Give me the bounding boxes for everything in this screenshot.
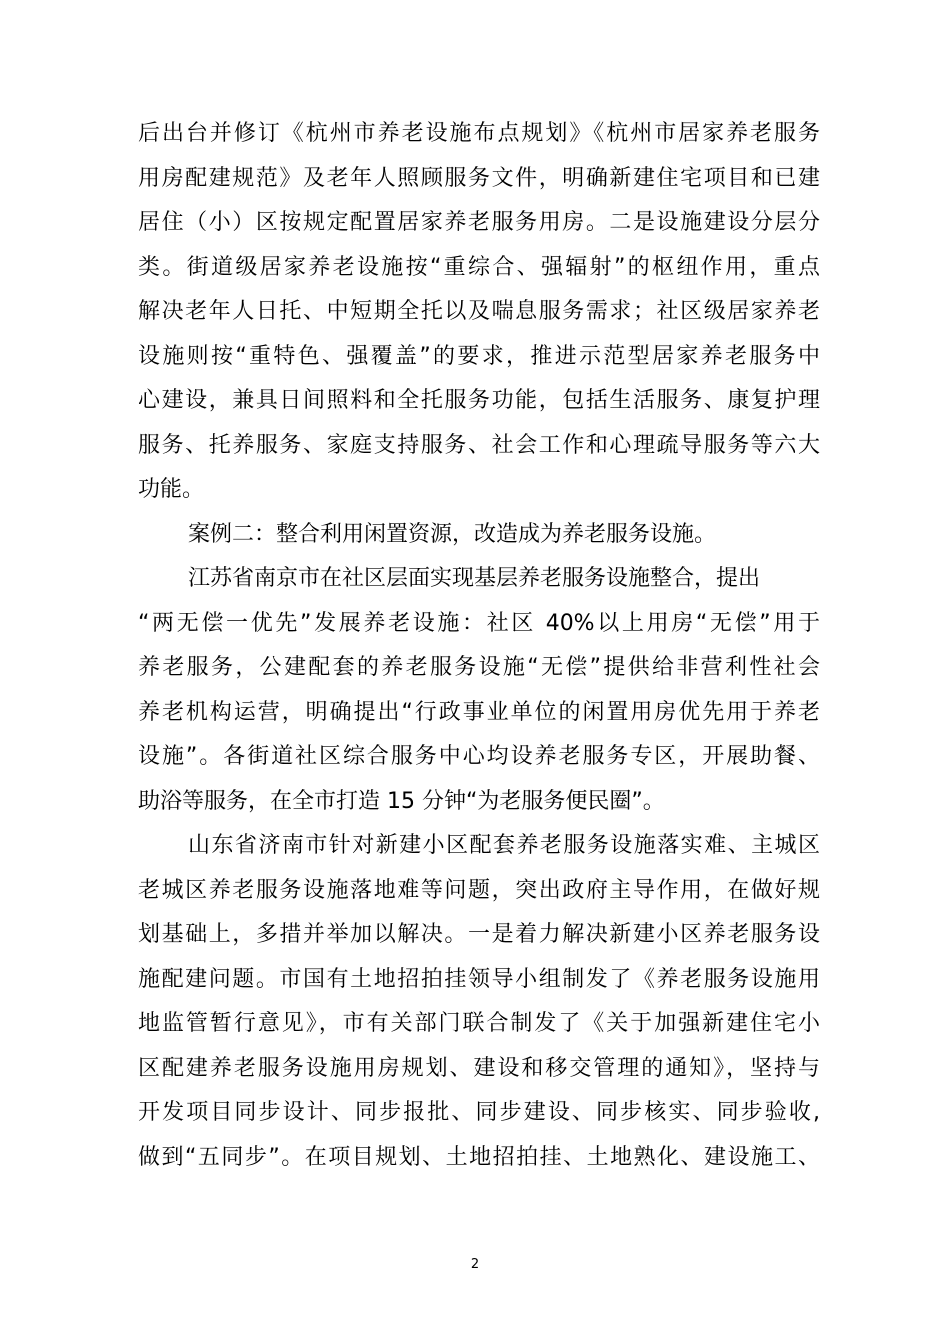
text-line: 开发项目同步设计、同步报批、同步建设、同步核实、同步验收, <box>138 1100 820 1125</box>
text-line: 案例二：整合利用闲置资源，改造成为养老服务设施。 <box>188 521 717 547</box>
text-line: 地监管暂行意见》，市有关部门联合制发了《关于加强新建住宅小 <box>138 1011 820 1036</box>
text-line: 养老机构运营，明确提出“行政事业单位的闲置用房优先用于养老 <box>138 699 820 725</box>
text-line: 设施则按“重特色、强覆盖”的要求，推进示范型居家养老服务中 <box>138 343 820 369</box>
text-line: 服务、托养服务、家庭支持服务、社会工作和心理疏导服务等六大 <box>138 432 820 458</box>
text-line: 江苏省南京市在社区层面实现基层养老服务设施整合，提出 <box>188 566 761 591</box>
text-line: 山东省济南市针对新建小区配套养老服务设施落实难、主城区 <box>188 833 820 858</box>
text-line: 用房配建规范》及老年人照顾服务文件，明确新建住宅项目和已建 <box>138 165 820 191</box>
text-line: 做到“五同步”。在项目规划、土地招拍挂、土地熟化、建设施工、 <box>138 1144 820 1170</box>
text-line: 老城区养老服务设施落地难等问题，突出政府主导作用，在做好规 <box>138 877 820 903</box>
page-number: 2 <box>470 1257 480 1272</box>
text-line: 划基础上，多措并举加以解决。一是着力解决新建小区养老服务设 <box>138 922 820 947</box>
body-text <box>138 112 820 1180</box>
text-line: 设施”。各街道社区综合服务中心均设养老服务专区，开展助餐、 <box>138 744 820 769</box>
text-line: 区配建养老服务设施用房规划、建设和移交管理的通知》，坚持与 <box>138 1055 820 1081</box>
text-line: 后出台并修订《杭州市养老设施布点规划》《杭州市居家养老服务 <box>138 121 820 146</box>
text-line: 功能。 <box>138 477 205 502</box>
text-line: 心建设，兼具日间照料和全托服务功能，包括生活服务、康复护理 <box>138 388 820 413</box>
text-line: 施配建问题。市国有土地招拍挂领导小组制发了《养老服务设施用 <box>138 966 820 992</box>
text-line: 养老服务，公建配套的养老服务设施“无偿”提供给非营利性社会 <box>138 655 820 680</box>
text-line: 居住（小）区按规定配置居家养老服务用房。二是设施建设分层分 <box>138 210 820 235</box>
text-line: 类。街道级居家养老设施按“重综合、强辐射”的枢纽作用，重点 <box>138 254 820 280</box>
text-line: “两无偿一优先”发展养老设施：社区 40%以上用房“无偿”用于 <box>138 610 820 636</box>
text-line: 解决老年人日托、中短期全托以及喘息服务需求；社区级居家养老 <box>138 299 820 324</box>
text-line: 助浴等服务，在全市打造 15 分钟“为老服务便民圈”。 <box>138 788 665 814</box>
